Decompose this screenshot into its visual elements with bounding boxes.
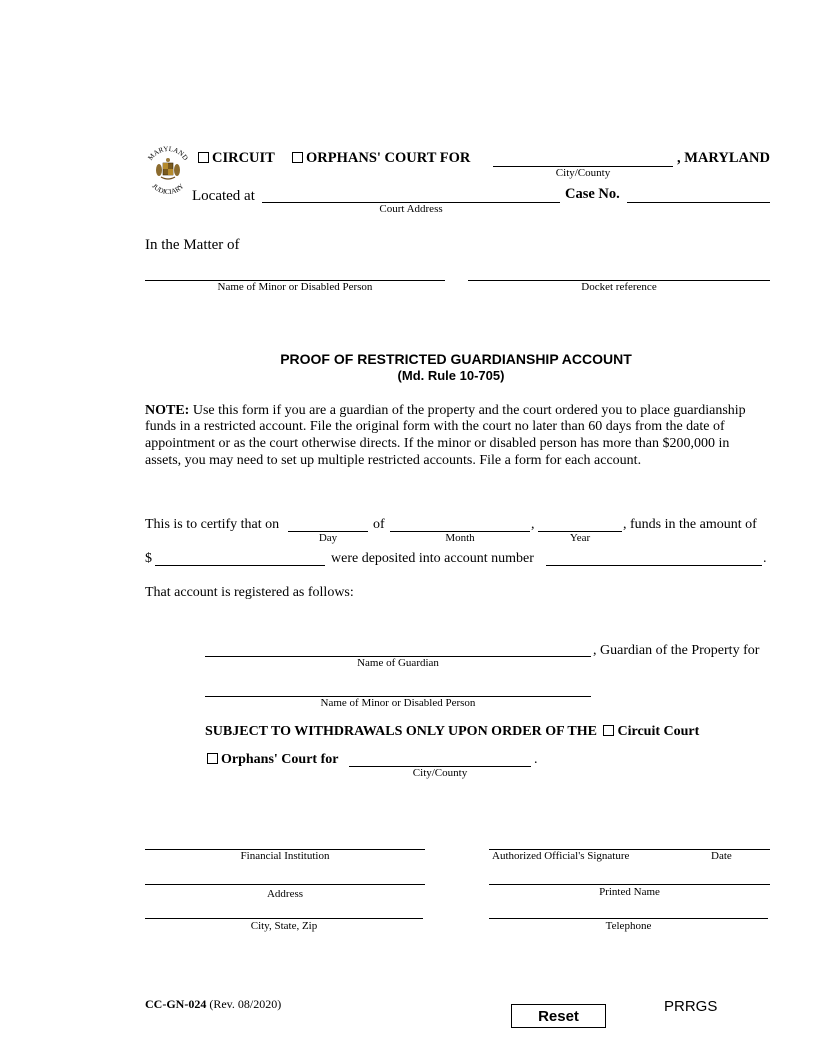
registered-label: That account is registered as follows: [145, 585, 354, 600]
orphans-court-checkbox[interactable] [292, 152, 303, 163]
certify-comma: , [531, 517, 535, 532]
withdrawal-orphans-option [207, 752, 338, 768]
case-no-field[interactable] [627, 202, 770, 203]
printed-name-caption: Printed Name [599, 886, 660, 898]
printed-name-field[interactable] [489, 884, 770, 885]
withdrawal-period: . [534, 752, 538, 767]
withdrawal-orphans-label: Orphans' Court for [221, 752, 339, 767]
withdrawal-city-county-caption: City/County [412, 767, 468, 779]
account-period: . [763, 551, 767, 566]
maryland-judiciary-seal [141, 143, 195, 197]
city-state-zip-caption: City, State, Zip [250, 920, 318, 932]
guardian-suffix: , Guardian of the Property for [593, 643, 760, 658]
city-state-zip-field[interactable] [145, 918, 423, 919]
circuit-option [198, 150, 275, 167]
orphans-option [292, 150, 470, 167]
circuit-checkbox[interactable] [198, 152, 209, 163]
svg-text:JUDICIARY [150, 182, 185, 196]
address-caption: Address [266, 888, 304, 900]
seal-bottom-text: JUDICIARY [150, 182, 186, 197]
located-at-label: Located at [192, 188, 255, 204]
certify-intro: This is to certify that on [145, 517, 280, 532]
account-number-field[interactable] [546, 565, 762, 566]
dollar-sign: $ [145, 551, 152, 566]
financial-institution-caption: Financial Institution [240, 850, 330, 862]
state-label: , MARYLAND [677, 150, 770, 166]
month-caption: Month [445, 532, 475, 544]
address-field[interactable] [145, 884, 425, 885]
note-line-1: NOTE: Use this form if you are a guardian of the property and the court ordered you to place guardianship [145, 403, 746, 418]
note-line-3: appointment or as the court otherwise directs. If the minor or disabled person has more than $200,000 in [145, 436, 730, 451]
withdrawal-statement: SUBJECT TO WITHDRAWALS ONLY UPON ORDER OF THE Circuit Court [205, 724, 700, 739]
certify-funds: , funds in the amount of [623, 517, 757, 532]
amount-field[interactable] [155, 565, 325, 566]
matter-label: In the Matter of [145, 237, 240, 253]
note-line-2: funds in a restricted account. File the original form with the court no later than 60 days from the date of [145, 419, 725, 434]
case-no-label: Case No. [565, 186, 620, 202]
seal-top-text: MARYLAND [146, 144, 190, 162]
docket-reference-caption: Docket reference [581, 281, 657, 293]
form-id: CC-GN-024 [145, 997, 207, 1011]
form-code: PRRGS [664, 998, 718, 1015]
note-line-4: assets, you may need to set up multiple restricted accounts. File a form for each account. [145, 453, 642, 468]
telephone-field[interactable] [489, 918, 768, 919]
orphans-court-label: ORPHANS' COURT FOR [306, 150, 471, 166]
withdrawal-orphans-checkbox[interactable] [207, 753, 218, 764]
note-label: NOTE: [145, 403, 190, 418]
date-caption: Date [711, 850, 732, 862]
certify-of: of [373, 517, 385, 532]
withdrawal-circuit-label: Circuit Court [617, 724, 700, 739]
guardian-name-caption: Name of Guardian [357, 657, 439, 669]
minor-name-caption: Name of Minor or Disabled Person [217, 281, 373, 293]
authorized-signature-caption: Authorized Official's Signature [492, 850, 630, 862]
form-revision: (Rev. 08/2020) [209, 997, 282, 1011]
form-identifier [145, 997, 281, 1012]
seal-emblem-icon [141, 143, 195, 197]
circuit-label: CIRCUIT [212, 150, 275, 166]
form-title: PROOF OF RESTRICTED GUARDIANSHIP ACCOUNT [280, 351, 632, 367]
city-county-caption: City/County [555, 167, 611, 179]
year-caption: Year [569, 532, 591, 544]
deposited-label: were deposited into account number [331, 551, 534, 566]
day-caption: Day [318, 532, 338, 544]
withdrawal-circuit-checkbox[interactable] [603, 725, 614, 736]
registered-minor-caption: Name of Minor or Disabled Person [320, 697, 476, 709]
court-address-caption: Court Address [379, 203, 443, 215]
reset-button[interactable]: Reset [511, 1004, 606, 1028]
telephone-caption: Telephone [605, 920, 652, 932]
form-rule: (Md. Rule 10-705) [397, 368, 505, 383]
